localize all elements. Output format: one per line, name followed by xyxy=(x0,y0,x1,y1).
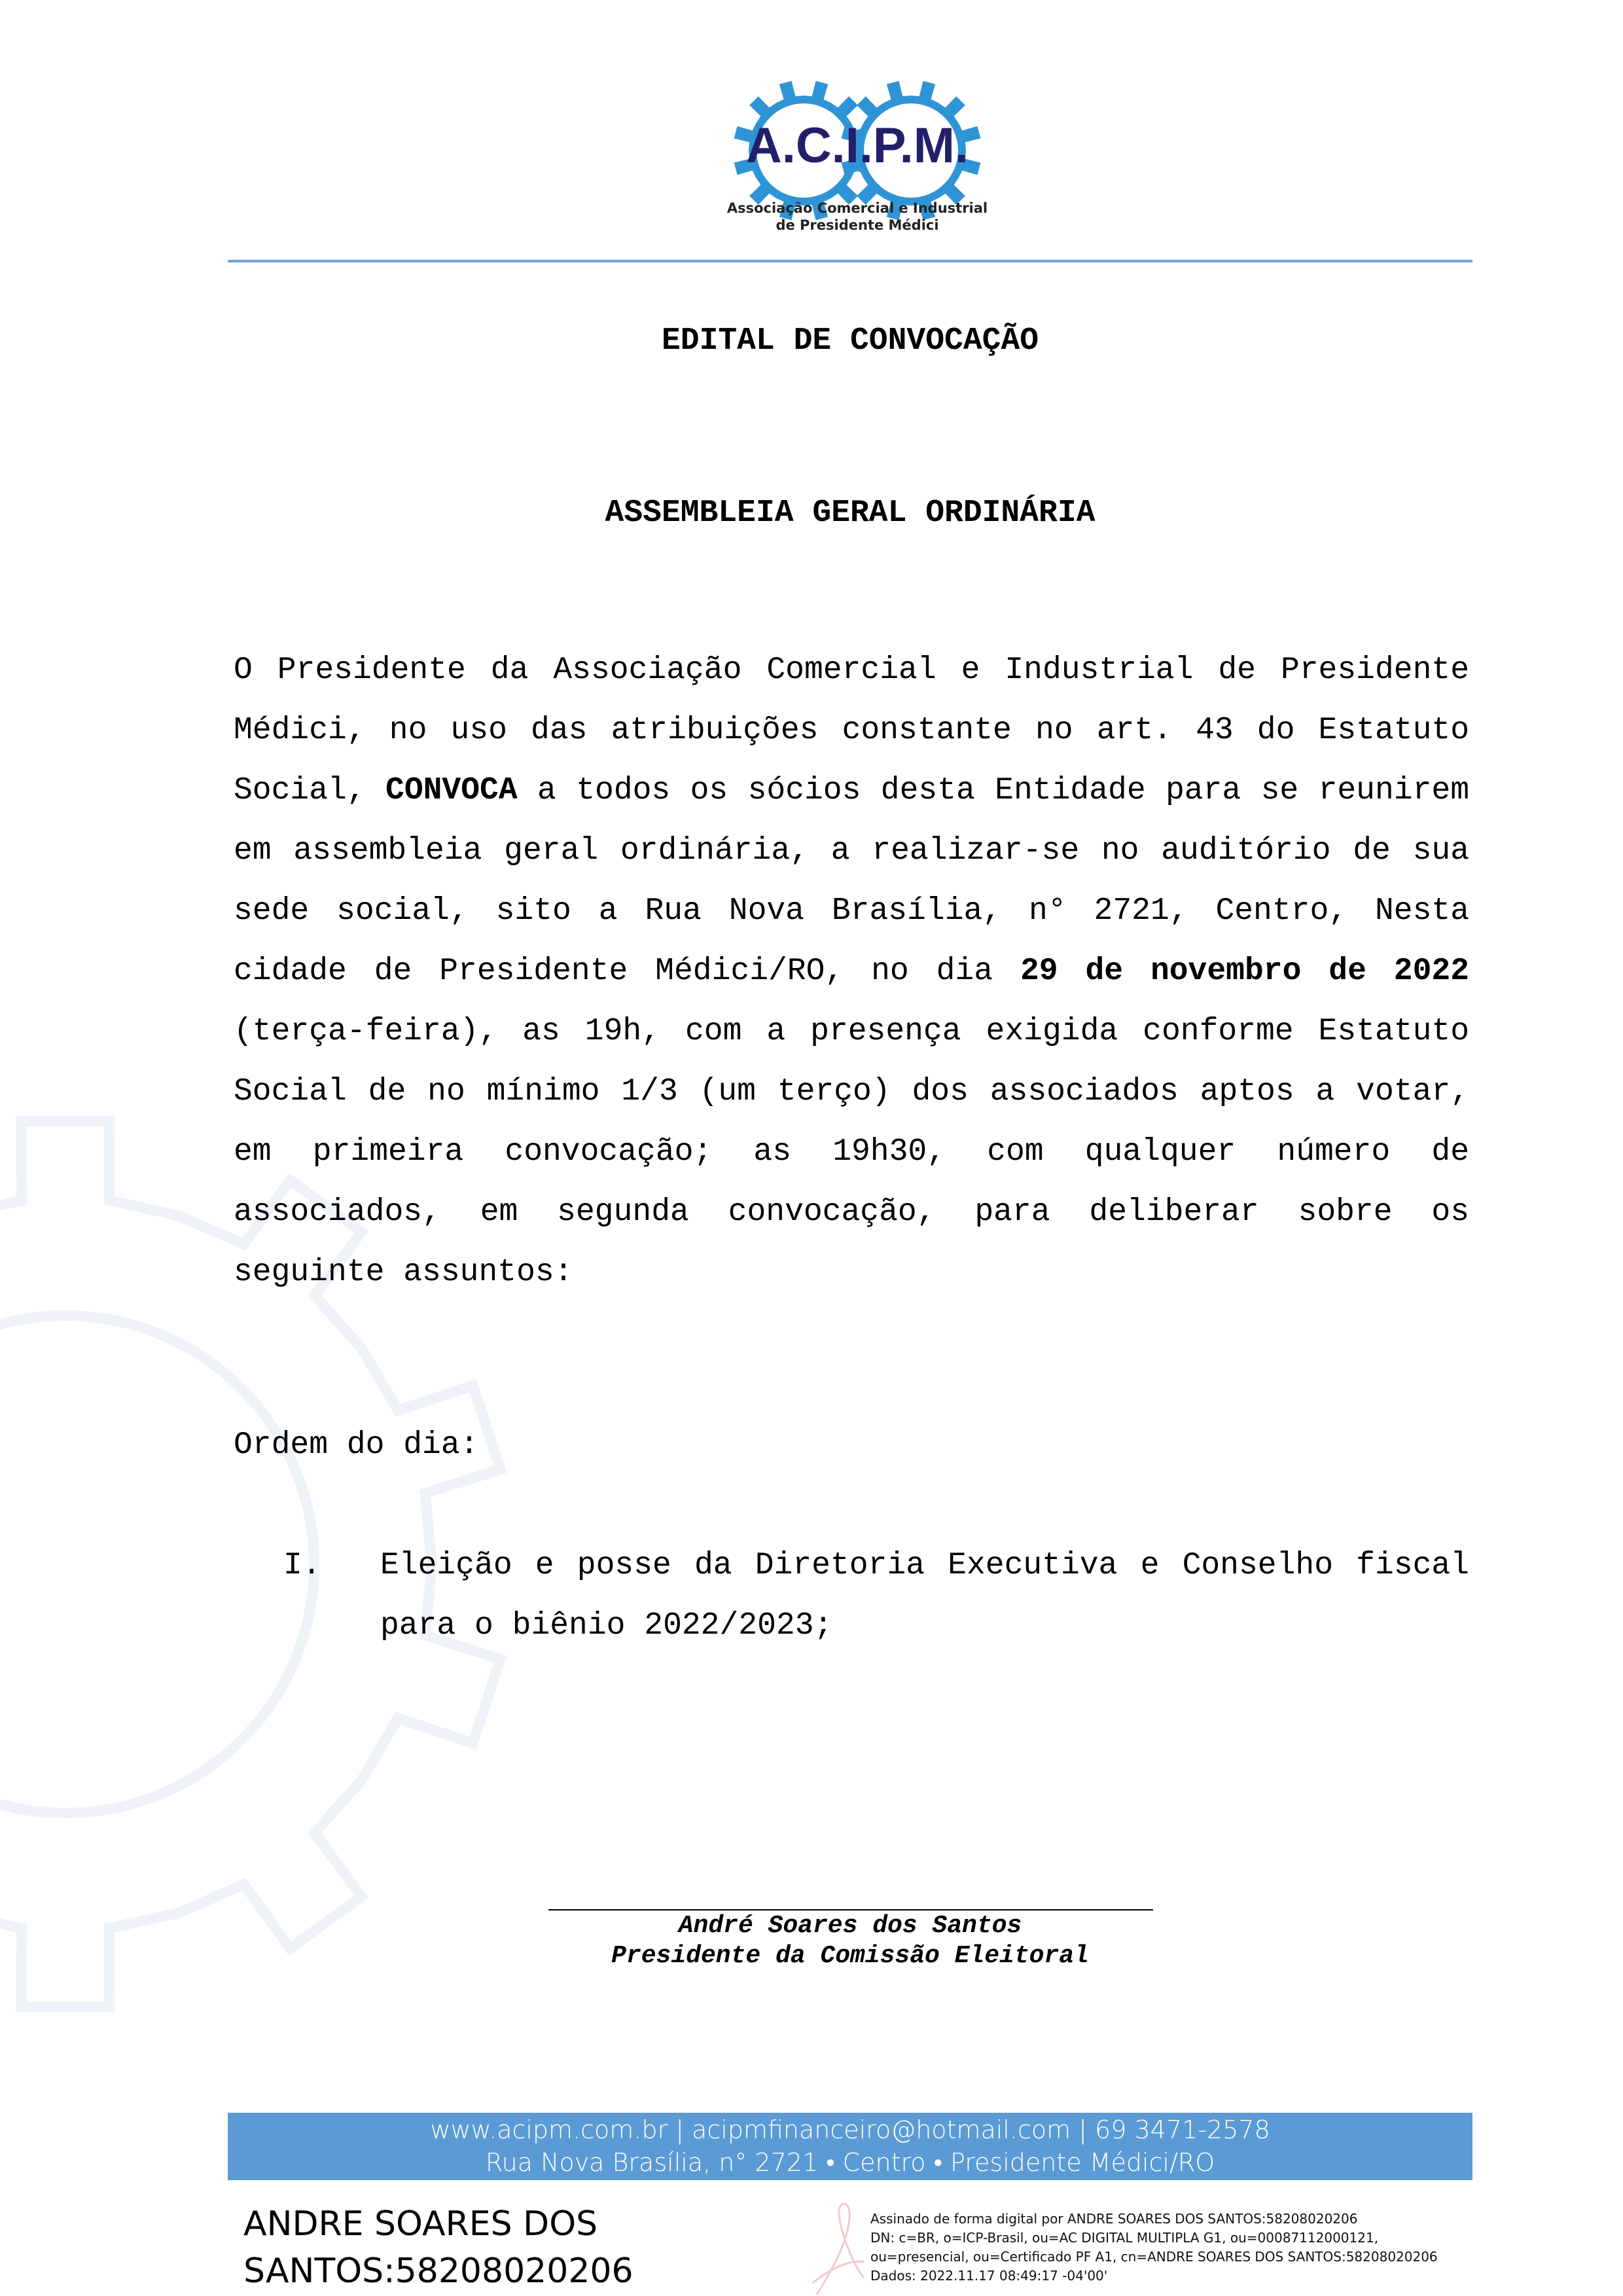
body-text-part2: a todos os sócios desta Entidade para se reunirem em assembleia geral ordinária, a realizar-se no auditório de sua sede social, sito a Rua Nova Brasília, n° 2721, Centro, Nesta cidade de Presidente Médici/RO, no dia xyxy=(234,773,1470,989)
digital-signature-detail-line: Assinado de forma digital por ANDRE SOARES DOS SANTOS:58208020206 xyxy=(870,2211,1358,2227)
signer-name: André Soares dos Santos xyxy=(678,1912,1022,1940)
digital-signature-detail-line: DN: c=BR, o=ICP-Brasil, ou=AC DIGITAL MULTIPLA G1, ou=00087112000121, xyxy=(870,2230,1379,2246)
digital-signature-detail-line: Dados: 2022.11.17 08:49:17 -04'00' xyxy=(870,2268,1108,2284)
footer-contact: www.acipm.com.br | acipmfinanceiro@hotmail.com | 69 3471-2578 xyxy=(430,2115,1270,2144)
digital-signature-name xyxy=(243,2200,633,2295)
digital-signature-name-line2: SANTOS:58208020206 xyxy=(243,2251,633,2291)
footer-address: Rua Nova Brasília, n° 2721 • Centro • Presidente Médici/RO xyxy=(485,2148,1215,2177)
body-text-part3: (terça-feira), as 19h, com a presença exigida conforme Estatuto Social de no mínimo 1/3 (um terço) dos associados aptos a votar, em primeira convocação; as 19h30, com qualquer número de associados, em segunda convocação, para deliberar sobre os seguinte assuntos: xyxy=(234,1014,1469,1290)
signature-line xyxy=(548,1909,1153,1910)
signer-role: Presidente da Comissão Eleitoral xyxy=(611,1942,1089,1970)
body-bold-convoca: CONVOCA xyxy=(385,773,518,808)
convocation-paragraph xyxy=(234,640,1469,1302)
acrobat-logo-icon xyxy=(812,2199,864,2296)
agenda-item-text: Eleição e posse da Diretoria Executiva e Conselho fiscal para o biênio 2022/2023; xyxy=(380,1548,1469,1643)
agenda-label: Ordem do dia: xyxy=(234,1427,479,1463)
digital-signature-detail-line: ou=presencial, ou=Certificado PF A1, cn=ANDRE SOARES DOS SANTOS:58208020206 xyxy=(870,2249,1438,2265)
document-subtitle: ASSEMBLEIA GERAL ORDINÁRIA xyxy=(605,495,1096,531)
agenda-item-number: I. xyxy=(283,1548,321,1583)
agenda-list xyxy=(234,1535,1469,1656)
document-title: EDITAL DE CONVOCAÇÃO xyxy=(661,323,1039,359)
logo-caption-line1: Associação Comercial e Industrial xyxy=(726,200,988,216)
body-bold-date: 29 de novembro de 2022 xyxy=(1020,954,1470,989)
body-text-part1: O Presidente da Associação Comercial e Industrial de Presidente Médici, no uso das atribuições constante no art. 43 do Estatuto Social, xyxy=(234,653,1469,808)
logo-caption xyxy=(707,200,1008,234)
agenda-item xyxy=(234,1535,1469,1656)
logo-caption-line2: de Presidente Médici xyxy=(776,217,939,233)
digital-signature-name-line1: ANDRE SOARES DOS xyxy=(243,2204,598,2244)
digital-signature-details xyxy=(870,2210,1438,2286)
header-divider xyxy=(228,260,1472,262)
logo-acronym: A.C.I.P.M. xyxy=(746,118,969,173)
